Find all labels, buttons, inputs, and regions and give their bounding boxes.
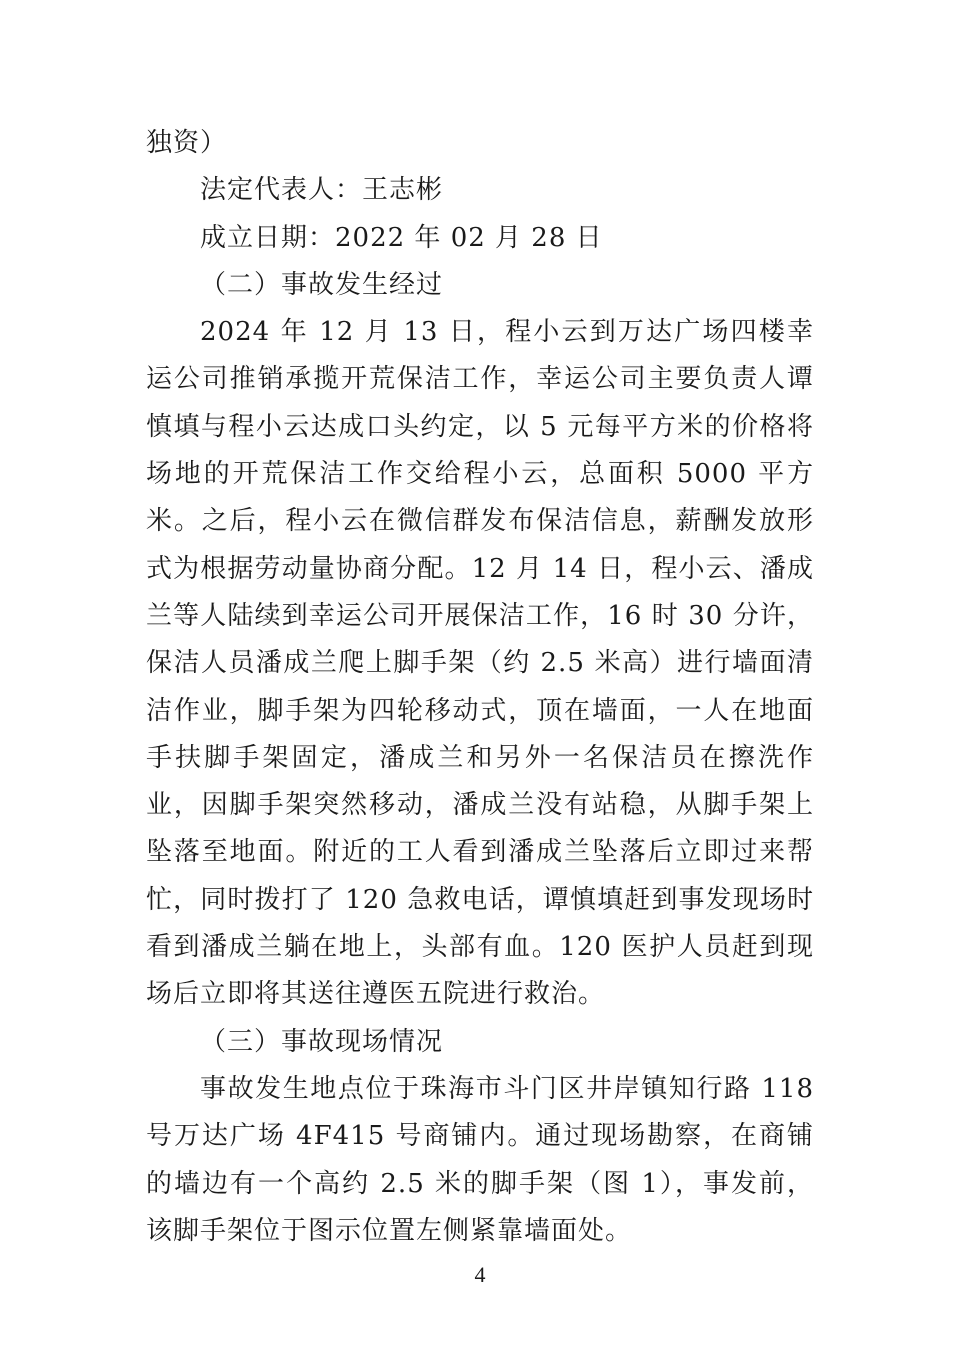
scene-paragraph: 事故发生地点位于珠海市斗门区井岸镇知行路 118 号万达广场 4F415 号商铺内。通过现场勘察，在商铺的墙边有一个高约 2.5 米的脚手架（图 1），事发前，该脚手架位于图示位置左侧紧靠墙面处。 (146, 1073, 814, 1246)
legal-representative: 法定代表人：王志彬 (200, 175, 444, 206)
section-heading-accident-process: （二）事故发生经过 (200, 269, 444, 300)
founding-date: 成立日期：2022 年 02 月 28 日 (200, 222, 603, 253)
accident-process-paragraph: 2024 年 12 月 13 日，程小云到万达广场四楼幸运公司推销承揽开荒保洁工作，幸运公司主要负责人谭慎填与程小云达成口头约定，以 5 元每平方米的价格将场地的开荒保洁工作交给程小云，总面积 5000 平方米。之后，程小云在微信群发布保洁信息，薪酬发放形式为根据劳动量协商分配。12 月 14 日，程小云、潘成兰等人陆续到幸运公司开展保洁工作，16 时 30 分许，保洁人员潘成兰爬上脚手架（约 2.5 米高）进行墙面清洁作业，脚手架为四轮移动式，顶在墙面，一人在地面手扶脚手架固定，潘成兰和另外一名保洁员在擦洗作业，因脚手架突然移动，潘成兰没有站稳，从脚手架上坠落至地面。附近的工人看到潘成兰坠落后立即过来帮忙，同时拨打了 120 急救电话，谭慎填赶到事发现场时看到潘成兰躺在地上，头部有血。120 医护人员赶到现场后立即将其送往遵医五院进行救治。 (146, 317, 814, 1010)
document-body (146, 120, 814, 1255)
section-heading-scene: （三）事故现场情况 (200, 1026, 444, 1057)
continuation-text: 独资） (146, 128, 228, 158)
page-number: 4 (474, 1262, 486, 1287)
